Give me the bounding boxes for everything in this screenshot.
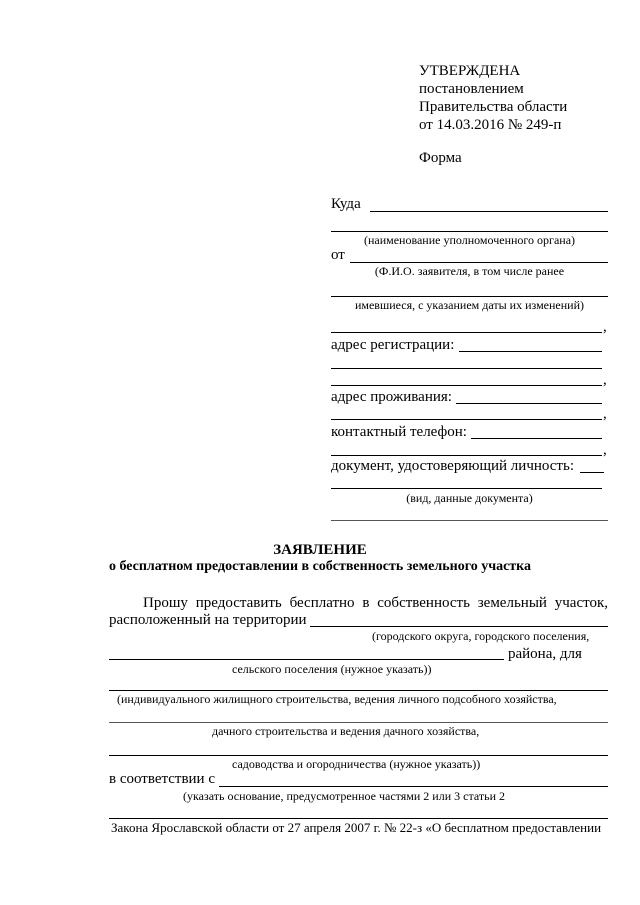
district-field-line [109, 659, 504, 660]
district-suffix: района, для [508, 646, 582, 662]
applicant-field-line [331, 296, 608, 297]
authority-field-line [331, 231, 608, 232]
applicant-caption-1: (Ф.И.О. заявителя, в том числе ранее [374, 264, 565, 278]
registration-field-line [459, 351, 602, 352]
territory-field-line [310, 626, 608, 627]
comma-4: , [603, 442, 607, 458]
id-document-label: документ, удостоверяющий личность: [331, 458, 574, 474]
purpose-field-line-3 [109, 755, 608, 756]
comma-2: , [603, 372, 607, 388]
applicant-caption-2: имевшиеся, с указанием даты их изменений) [354, 298, 585, 312]
comma-1: , [603, 319, 607, 335]
approval-line-4: от 14.03.2016 № 249-п [419, 117, 562, 133]
registration-field-line-2 [331, 368, 602, 369]
basis-caption: (указать основание, предусмотренное частями 2 или 3 статьи 2 [183, 789, 505, 803]
approval-line-1: УТВЕРЖДЕНА [419, 63, 521, 79]
residence-field-line [456, 403, 602, 404]
approval-line-2: постановлением [419, 81, 524, 97]
purpose-field-line-2 [109, 722, 608, 723]
purpose-caption-2: дачного строительства и ведения дачного хозяйства, [212, 724, 480, 738]
id-document-field-line-2 [331, 488, 602, 489]
purpose-field-line [109, 690, 608, 691]
id-document-caption: (вид, данные документа) [406, 491, 533, 505]
statement-paragraph-line-1: Прошу предоставить бесплатно в собственность земельный участок, [143, 595, 608, 611]
accordance-field-line [219, 786, 608, 787]
to-label: Куда [331, 196, 361, 212]
territory-caption: (городского округа, городского поселения, [372, 629, 590, 643]
registration-label: адрес регистрации: [331, 337, 455, 353]
registration-field-line-3 [331, 385, 602, 386]
residence-label: адрес проживания: [331, 389, 452, 405]
law-line: Закона Ярославской области от 27 апреля 2007 г. № 22-з «О бесплатном предоставлении [111, 820, 602, 835]
authority-caption: (наименование уполномоченного органа) [363, 233, 576, 247]
approval-line-3: Правительства области [419, 99, 568, 115]
residence-field-line-2 [331, 419, 602, 420]
rural-caption: сельского поселения (нужное указать)) [232, 662, 432, 676]
accordance-label: в соответствии с [109, 771, 215, 787]
statement-title: ЗАЯВЛЕНИЕ [273, 542, 367, 558]
applicant-extra-line [331, 332, 602, 333]
from-field-line [350, 262, 608, 263]
phone-label: контактный телефон: [331, 424, 467, 440]
phone-field-line [471, 438, 602, 439]
purpose-caption-1: (индивидуального жилищного строительства, ведения личного подсобного хозяйства, [117, 692, 557, 706]
purpose-caption-3: садоводства и огородничества (нужное указать)) [232, 757, 481, 771]
comma-3: , [603, 406, 607, 422]
id-document-field-line-3 [331, 520, 608, 521]
phone-field-line-2 [331, 455, 602, 456]
basis-field-line [109, 818, 608, 819]
statement-subtitle: о бесплатном предоставлении в собственность земельного участка [108, 559, 532, 574]
id-document-field-line [580, 472, 604, 473]
territory-label: расположенный на территории [109, 612, 307, 628]
to-field-line [370, 211, 608, 212]
form-label: Форма [419, 150, 462, 166]
from-label: от [331, 247, 345, 263]
